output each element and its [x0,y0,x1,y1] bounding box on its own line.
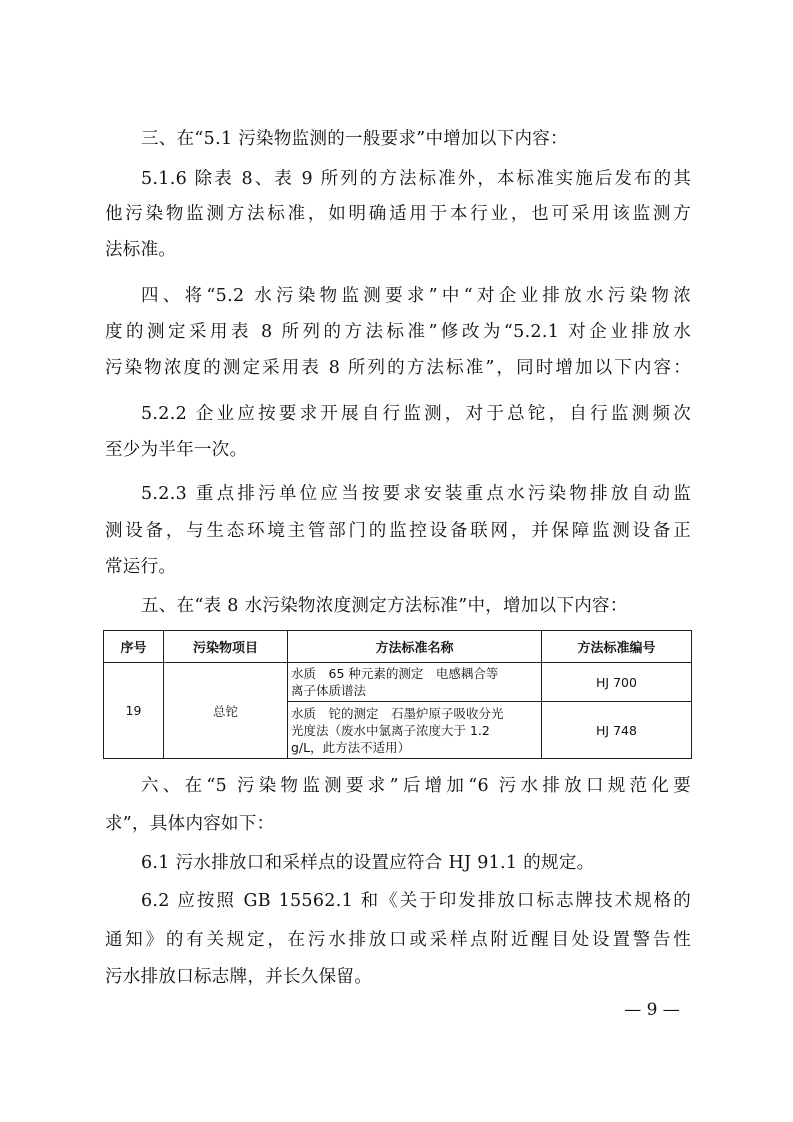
paragraph-61-line-1: 6.1 污水排放口和采样点的设置应符合 HJ 91.1 的规定。 [141,853,595,873]
header-pollutant-item: 污染物项目 [164,631,288,663]
method-name-2-line-1: 水质 铊的测定 石墨炉原子吸收分光 [291,705,504,721]
cell-method-name-1 [288,663,542,702]
paragraph-516-line-2: 他污染物监测方法标准，如明确适用于本行业，也可采用该监测方 [105,204,691,224]
paragraph-3-line-1: 三、在“5.1 污染物监测的一般要求”中增加以下内容： [141,129,568,149]
method-name-2-line-2: 光度法（废水中氯离子浓度大于 1.2 [291,722,490,738]
method-name-1-line-1: 水质 65 种元素的测定 电感耦合等 [291,666,499,681]
paragraph-62-line-3: 污水排放口标志牌，并长久保留。 [105,967,372,987]
header-method-name: 方法标准名称 [288,631,542,663]
method-name-2-line-3: g/L，此方法不适用） [291,739,411,755]
cell-method-code-1: HJ 700 [542,663,692,702]
cell-method-name-2 [288,702,542,759]
paragraph-522-line-1: 5.2.2 企业应按要求开展自行监测，对于总铊，自行监测频次 [141,404,691,424]
table-row [104,663,692,702]
paragraph-6-line-2: 求”，具体内容如下： [105,814,275,834]
cell-serial-no: 19 [104,663,164,759]
paragraph-62-line-2: 通知》的有关规定，在污水排放口或采样点附近醒目处设置警告性 [105,930,691,950]
paragraph-522-line-2: 至少为半年一次。 [105,440,248,460]
paragraph-62-line-1: 6.2 应按照 GB 15562.1 和《关于印发排放口标志牌技术规格的 [141,891,691,911]
paragraph-4-line-2: 度的测定采用表 8 所列的方法标准”修改为“5.2.1 对企业排放水 [105,322,691,342]
cell-method-code-2: HJ 748 [542,702,692,759]
page-number: — 9 — [624,1000,680,1020]
paragraph-516-line-3: 法标准。 [105,240,177,260]
method-standard-table [103,630,692,759]
paragraph-4-line-3: 污染物浓度的测定采用表 8 所列的方法标准”，同时增加以下内容： [105,358,691,378]
paragraph-523-line-3: 常运行。 [105,557,177,577]
paragraph-523-line-2: 测设备，与生态环境主管部门的监控设备联网，并保障监测设备正 [105,521,691,541]
method-name-1-line-2: 离子体质谱法 [291,683,367,698]
table-header-row [104,631,692,663]
paragraph-4-line-1: 四、将“5.2 水污染物监测要求”中“对企业排放水污染物浓 [141,286,691,306]
paragraph-523-line-1: 5.2.3 重点排污单位应当按要求安装重点水污染物排放自动监 [141,484,691,504]
paragraph-6-line-1: 六、在“5 污染物监测要求”后增加“6 污水排放口规范化要 [141,776,691,796]
paragraph-5-line-1: 五、在“表 8 水污染物浓度测定方法标准”中，增加以下内容： [141,596,628,616]
cell-pollutant: 总铊 [164,663,288,759]
paragraph-516-line-1: 5.1.6 除表 8、表 9 所列的方法标准外，本标准实施后发布的其 [141,169,691,189]
header-serial-no: 序号 [104,631,164,663]
header-method-code: 方法标准编号 [542,631,692,663]
